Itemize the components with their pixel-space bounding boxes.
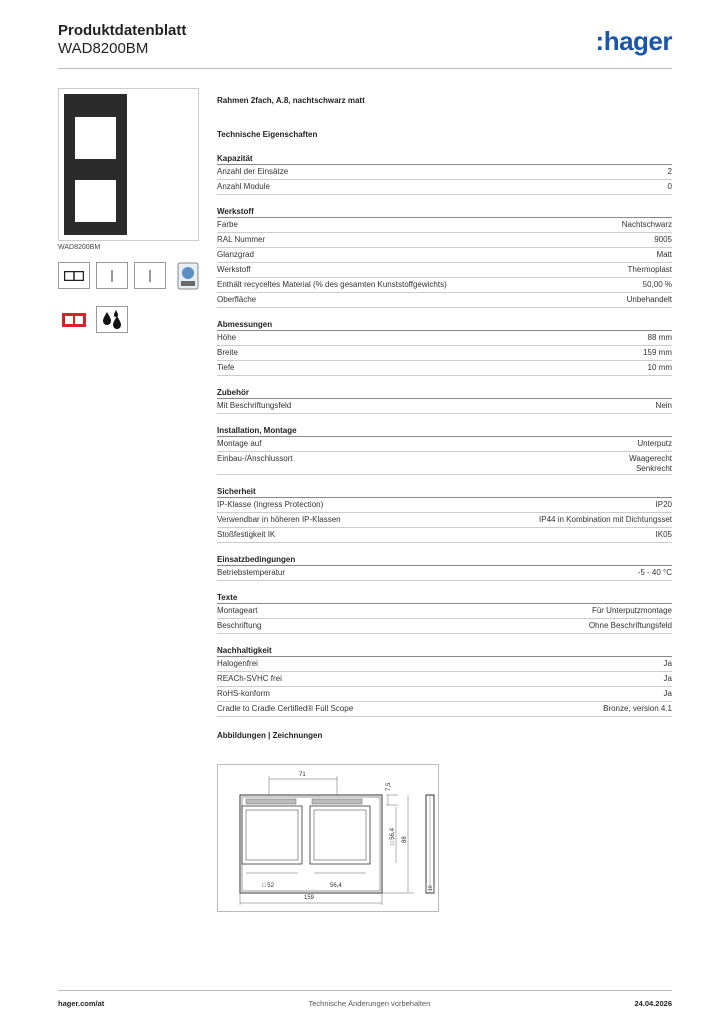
product-image-caption: WAD8200BM [58, 244, 101, 251]
dim-square: □ 52 [262, 883, 274, 889]
spec-label: Mit Beschriftungsfeld [217, 401, 292, 410]
images-section [217, 731, 672, 742]
spec-section [217, 320, 672, 376]
images-section-title: Abbildungen | Zeichnungen [217, 731, 323, 740]
spec-row [217, 278, 672, 293]
dim-inner-height: □ 56,4 [390, 828, 396, 845]
spec-row [217, 657, 672, 672]
spec-section [217, 646, 672, 717]
spec-label: Montage auf [217, 439, 262, 448]
spec-label: Anzahl der Einsätze [217, 167, 289, 176]
frame-opening-top [75, 117, 116, 159]
spec-section [217, 154, 672, 195]
page-title: Produktdatenblatt [58, 22, 187, 39]
spec-value: Ja [663, 689, 672, 698]
spec-row [217, 672, 672, 687]
frame-opening-bottom [75, 180, 116, 222]
spec-value: Ja [663, 674, 672, 683]
spec-label: Betriebstemperatur [217, 568, 286, 577]
header-divider [58, 68, 672, 69]
spec-label: Beschriftung [217, 621, 262, 630]
footer [58, 990, 672, 1008]
spec-section-title: Werkstoff [217, 207, 672, 218]
spec-label: Höhe [217, 333, 237, 342]
spec-row [217, 331, 672, 346]
spec-value: 50,00 % [642, 280, 672, 289]
spec-label: Tiefe [217, 363, 235, 372]
spec-row [217, 702, 672, 717]
spec-row [217, 399, 672, 414]
vertical-line-icon [134, 262, 166, 289]
footer-disclaimer: Technische Änderungen vorbehalten [308, 999, 431, 1008]
dim-depth: 10 [428, 885, 434, 891]
spec-label: Anzahl Module [217, 182, 270, 191]
spec-label: Enthält recyceltes Material (% des gesamten Kunststoffgewichts) [217, 280, 447, 289]
spec-label: Oberfläche [217, 295, 257, 304]
frame-illustration [64, 94, 127, 235]
spec-value: Für Unterputzmontage [591, 606, 672, 615]
product-description: Rahmen 2fach, A.8, nachtschwarz matt [217, 96, 365, 105]
spec-value: Waagerecht Senkrecht [629, 454, 672, 473]
spec-label: Werkstoff [217, 265, 251, 274]
spec-label: Halogenfrei [217, 659, 258, 668]
spec-row [217, 248, 672, 263]
spec-value: Matt [656, 250, 672, 259]
spec-label: RoHS-konform [217, 689, 270, 698]
dim-inner-width: 56,4 [330, 883, 342, 889]
spec-row [217, 687, 672, 702]
spec-row [217, 452, 672, 475]
spec-section-title: Kapazität [217, 154, 672, 165]
spec-value: 0 [667, 182, 672, 191]
spec-section-title: Abmessungen [217, 320, 672, 331]
water-drops-icon [96, 306, 128, 333]
spec-section-title: Installation, Montage [217, 426, 672, 437]
dim-height: 88 [402, 836, 408, 843]
product-code: WAD8200BM [58, 40, 149, 57]
vertical-line-icon [96, 262, 128, 289]
spec-value: 9005 [654, 235, 672, 244]
product-image [58, 88, 199, 241]
spec-row [217, 498, 672, 513]
spec-label: REACh-SVHC frei [217, 674, 282, 683]
hager-logo: :hager [595, 26, 672, 56]
spec-row [217, 437, 672, 452]
spec-section-title: Nachhaltigkeit [217, 646, 672, 657]
technical-properties-title: Technische Eigenschaften [217, 130, 318, 139]
dim-top: 71 [299, 772, 306, 778]
spec-row [217, 513, 672, 528]
spec-value: Unbehandelt [626, 295, 672, 304]
spec-value: IP44 in Kombination mit Dichtungsset [539, 515, 672, 524]
spec-section-title: Einsatzbedingungen [217, 555, 672, 566]
spec-row [217, 263, 672, 278]
spec-section [217, 487, 672, 543]
footer-date: 24.04.2026 [634, 999, 672, 1008]
dim-width: 159 [304, 895, 315, 901]
spec-label: Farbe [217, 220, 238, 229]
spec-value: 10 mm [647, 363, 672, 372]
spec-section [217, 388, 672, 414]
spec-section [217, 555, 672, 581]
spec-value: Bronze, version 4.1 [603, 704, 672, 713]
spec-value: -5 - 40 °C [637, 568, 672, 577]
specifications [217, 96, 672, 742]
spec-row [217, 361, 672, 376]
spec-label: RAL Nummer [217, 235, 266, 244]
spec-row [217, 165, 672, 180]
ip-rating-icon [58, 306, 90, 333]
spec-section-title: Zubehör [217, 388, 672, 399]
spec-row [217, 293, 672, 308]
spec-section [217, 426, 672, 475]
header [58, 22, 186, 58]
spec-value: Ohne Beschriftungsfeld [588, 621, 672, 630]
spec-label: Einbau-/Anschlussort [217, 454, 293, 463]
spec-value: Ja [663, 659, 672, 668]
cradle-to-cradle-icon [172, 262, 204, 289]
spec-value: IK05 [655, 530, 672, 539]
technical-drawing [217, 764, 439, 912]
spec-label: Verwendbar in höheren IP-Klassen [217, 515, 341, 524]
spec-label: IP-Klasse (Ingress Protection) [217, 500, 324, 509]
spec-value: Unterputz [637, 439, 672, 448]
spec-value: 159 mm [643, 348, 672, 357]
spec-value: Nein [655, 401, 672, 410]
spec-section-title: Texte [217, 593, 672, 604]
spec-row [217, 346, 672, 361]
spec-value: 2 [667, 167, 672, 176]
spec-value: 88 mm [647, 333, 672, 342]
footer-website[interactable]: hager.com/at [58, 999, 105, 1008]
spec-row [217, 604, 672, 619]
dim-right-top: 7,5 [386, 782, 392, 791]
spec-label: Breite [217, 348, 238, 357]
spec-row [217, 218, 672, 233]
spec-label: Glanzgrad [217, 250, 254, 259]
spec-row [217, 619, 672, 634]
spec-value: Thermoplast [627, 265, 672, 274]
spec-value: IP20 [655, 500, 672, 509]
double-frame-icon [58, 262, 90, 289]
spec-row [217, 528, 672, 543]
spec-value: Nachtschwarz [621, 220, 672, 229]
spec-section [217, 593, 672, 634]
spec-label: Cradle to Cradle Certified® Full Scope [217, 704, 354, 713]
spec-section-title: Sicherheit [217, 487, 672, 498]
spec-row [217, 233, 672, 248]
spec-label: Montageart [217, 606, 258, 615]
spec-row [217, 566, 672, 581]
spec-row [217, 180, 672, 195]
spec-section [217, 207, 672, 308]
spec-label: Stoßfestigkeit IK [217, 530, 276, 539]
